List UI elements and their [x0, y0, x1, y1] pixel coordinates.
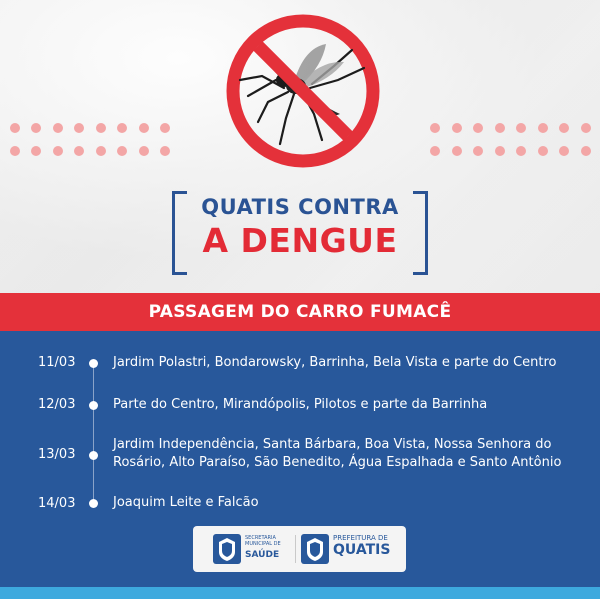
city-logo-name: QUATIS — [333, 542, 391, 558]
schedule-areas: Joaquim Leite e Falcão — [113, 495, 259, 510]
schedule-areas: Parte do Centro, Mirandópolis, Pilotos e parte da Barrinha — [113, 397, 488, 412]
title-line-2: A DENGUE — [202, 221, 398, 260]
logos-card — [193, 526, 406, 572]
health-secretariat-logo — [213, 534, 293, 564]
title-line-1: QUATIS CONTRA — [201, 195, 399, 219]
schedule-areas-line-2: Rosário, Alto Paraíso, São Benedito, Água Espalhada e Santo Antônio — [113, 455, 562, 470]
timeline-bullet — [89, 359, 98, 368]
health-logo-name: SAÚDE — [245, 550, 280, 560]
schedule-date: 12/03 — [38, 397, 76, 412]
footer-strip — [0, 587, 600, 599]
timeline-bullet — [89, 499, 98, 508]
city-hall-logo — [301, 534, 401, 564]
timeline-bullet — [89, 451, 98, 460]
schedule-date: 13/03 — [38, 447, 76, 462]
timeline-bullet — [89, 401, 98, 410]
campaign-title — [172, 191, 428, 273]
city-logo-caption: PREFEITURA DE — [333, 534, 388, 542]
schedule-date: 11/03 — [38, 355, 76, 370]
schedule-areas: Jardim Polastri, Bondarowsky, Barrinha, Bela Vista e parte do Centro — [113, 355, 557, 370]
city-crest-icon — [301, 534, 329, 564]
section-banner: PASSAGEM DO CARRO FUMACÊ — [0, 293, 600, 331]
health-logo-caption: SECRETARIA MUNICIPAL DE — [245, 535, 281, 547]
schedule-areas-line-1: Jardim Independência, Santa Bárbara, Boa Vista, Nossa Senhora do — [113, 437, 552, 452]
schedule-date: 14/03 — [38, 496, 76, 511]
timeline-line — [93, 363, 94, 503]
logo-divider — [295, 535, 296, 563]
city-crest-icon — [213, 534, 241, 564]
no-mosquito-icon — [222, 10, 384, 172]
